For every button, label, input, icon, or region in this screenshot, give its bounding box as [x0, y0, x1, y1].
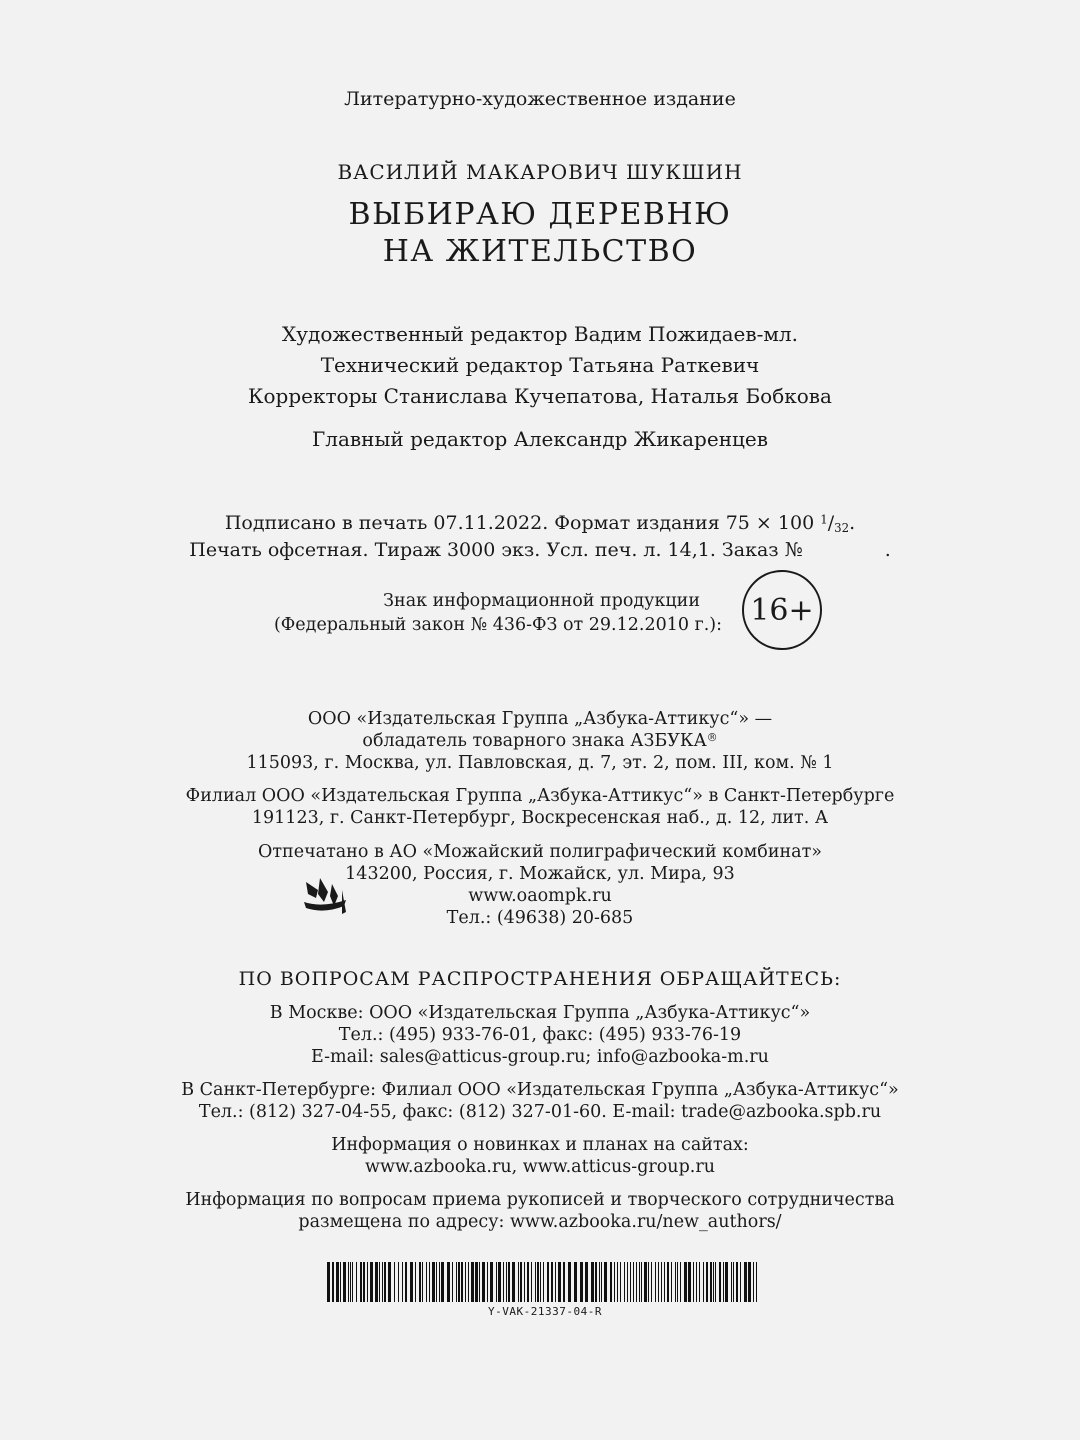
- news-info: Информация о новинках и планах на сайтах:: [331, 1135, 749, 1155]
- barcode-bar: [441, 1262, 444, 1302]
- barcode-bar: [753, 1262, 754, 1302]
- barcode-bar: [574, 1262, 577, 1302]
- barcode-bar: [336, 1262, 339, 1302]
- barcode-bar: [363, 1262, 365, 1302]
- moscow-email: E-mail: sales@atticus-group.ru; info@azbooka-m.ru: [311, 1047, 769, 1067]
- printer-phone: Тел.: (49638) 20-685: [446, 908, 634, 928]
- barcode-bar: [585, 1262, 588, 1302]
- age-label-line-2: (Федеральный закон № 436-ФЗ от 29.12.2010 г.):: [273, 615, 722, 635]
- barcode-bar: [468, 1262, 469, 1302]
- barcode-bar: [684, 1262, 687, 1302]
- barcode-bar: [356, 1262, 357, 1302]
- barcode-bar: [540, 1262, 541, 1302]
- moscow-phone: Тел.: (495) 933-76-01, факс: (495) 933-76-19: [338, 1025, 742, 1045]
- barcode-bar: [436, 1262, 437, 1302]
- barcode-bar: [394, 1262, 395, 1302]
- moscow-distributor: В Москве: ООО «Издательская Группа „Азбука-Аттикус“»: [269, 1003, 811, 1023]
- barcode-bar: [636, 1262, 637, 1302]
- age-rating-badge: 16+: [742, 570, 822, 650]
- barcode-bar: [379, 1262, 380, 1302]
- printer-logo-icon: [302, 876, 348, 918]
- barcode-bar: [518, 1262, 519, 1302]
- barcode-bar: [422, 1262, 423, 1302]
- printer-name: Отпечатано в АО «Можайский полиграфический комбинат»: [258, 842, 822, 862]
- barcode-bar: [482, 1262, 485, 1302]
- barcode-bar: [614, 1262, 615, 1302]
- barcode-bar: [648, 1262, 649, 1302]
- barcode-bar: [537, 1262, 539, 1302]
- barcode-bar: [639, 1262, 640, 1302]
- barcode-bar: [604, 1262, 607, 1302]
- chief-editor: Главный редактор Александр Жикаренцев: [312, 427, 768, 451]
- barcode-bar: [699, 1262, 700, 1302]
- barcode-bar: [543, 1262, 544, 1302]
- barcode-bar: [667, 1262, 669, 1302]
- barcode-bar: [719, 1262, 721, 1302]
- barcode-bar: [710, 1262, 712, 1302]
- barcode-bar: [595, 1262, 597, 1302]
- barcode-bar: [599, 1262, 600, 1302]
- author-name: ВАСИЛИЙ МАКАРОВИЧ ШУКШИН: [337, 160, 743, 184]
- barcode-bar: [405, 1262, 407, 1302]
- barcode-bar: [731, 1262, 732, 1302]
- barcode-bar: [547, 1262, 549, 1302]
- barcode-bar: [452, 1262, 453, 1302]
- news-sites: www.azbooka.ru, www.atticus-group.ru: [365, 1157, 715, 1177]
- barcode-bar: [348, 1262, 349, 1302]
- barcode-bar: [655, 1262, 656, 1302]
- barcode-bar: [475, 1262, 478, 1302]
- publisher-address: 115093, г. Москва, ул. Павловская, д. 7, эт. 2, пом. III, ком. № 1: [246, 753, 834, 773]
- barcode-bar: [524, 1262, 525, 1302]
- publisher-name: ООО «Издательская Группа „Азбука-Аттикус“» —: [307, 709, 773, 729]
- barcode-bar: [388, 1262, 391, 1302]
- barcode-bar: [471, 1262, 474, 1302]
- barcode-bar: [465, 1262, 466, 1302]
- barcode-bar: [641, 1262, 642, 1302]
- barcode-bar: [432, 1262, 435, 1302]
- barcode-bar: [487, 1262, 488, 1302]
- barcode-bar: [748, 1262, 751, 1302]
- barcode-bar: [677, 1262, 678, 1302]
- barcode-bar: [624, 1262, 625, 1302]
- barcode-bar: [498, 1262, 501, 1302]
- proofreaders: Корректоры Станислава Кучепатова, Наталья Бобкова: [248, 384, 832, 408]
- barcode-bar: [723, 1262, 724, 1302]
- barcode-bar: [456, 1262, 457, 1302]
- printer-website: www.oaompk.ru: [468, 886, 612, 906]
- print-signed-line: Подписано в печать 07.11.2022. Формат издания 75 × 100 $^1/_{32}$.: [224, 512, 856, 535]
- barcode-bar: [671, 1262, 672, 1302]
- edition-type: Литературно-художественное издание: [344, 88, 736, 110]
- barcode-bar: [535, 1262, 536, 1302]
- spb-contacts: Тел.: (812) 327-04-55, факс: (812) 327-01-60. E-mail: trade@azbooka.spb.ru: [198, 1102, 882, 1122]
- barcode-bar: [402, 1262, 403, 1302]
- barcode-bar: [520, 1262, 522, 1302]
- barcode-bar: [703, 1262, 704, 1302]
- barcode-bar: [725, 1262, 728, 1302]
- manuscripts-address: размещена по адресу: www.azbooka.ru/new_authors/: [298, 1212, 782, 1232]
- barcode-bar: [610, 1262, 612, 1302]
- barcode-bar: [429, 1262, 430, 1302]
- barcode-bar: [617, 1262, 618, 1302]
- barcode-bar: [496, 1262, 497, 1302]
- barcode-bar: [706, 1262, 708, 1302]
- barcode-bar: [651, 1262, 652, 1302]
- barcode-bar: [580, 1262, 583, 1302]
- barcode-bar: [447, 1262, 450, 1302]
- barcode-bar: [680, 1262, 681, 1302]
- barcode-bar: [508, 1262, 510, 1302]
- barcode-bar: [633, 1262, 634, 1302]
- barcode-bar: [327, 1262, 330, 1302]
- barcode-bar: [713, 1262, 714, 1302]
- barcode-bar: [661, 1262, 662, 1302]
- barcode-code: Y-VAK-21337-04-R: [488, 1305, 602, 1318]
- book-title-line-1: ВЫБИРАЮ ДЕРЕВНЮ: [348, 197, 732, 232]
- barcode-bar: [350, 1262, 351, 1302]
- barcode: [327, 1262, 763, 1302]
- barcode-bar: [644, 1262, 647, 1302]
- barcode-bar: [458, 1262, 460, 1302]
- barcode-bar: [384, 1262, 386, 1302]
- barcode-bar: [439, 1262, 440, 1302]
- barcode-bar: [419, 1262, 421, 1302]
- barcode-bar: [740, 1262, 741, 1302]
- barcode-bar: [506, 1262, 507, 1302]
- branch-name: Филиал ООО «Издательская Группа „Азбука-Аттикус“» в Санкт-Петербурге: [185, 786, 895, 806]
- barcode-bar: [531, 1262, 532, 1302]
- barcode-bar: [658, 1262, 659, 1302]
- barcode-bar: [490, 1262, 493, 1302]
- barcode-bar: [630, 1262, 631, 1302]
- barcode-bar: [620, 1262, 621, 1302]
- branch-address: 191123, г. Санкт-Петербург, Воскресенская наб., д. 12, лит. А: [251, 808, 829, 828]
- barcode-bar: [415, 1262, 416, 1302]
- barcode-bar: [332, 1262, 334, 1302]
- barcode-bar: [733, 1262, 734, 1302]
- barcode-bar: [375, 1262, 378, 1302]
- barcode-bar: [398, 1262, 399, 1302]
- barcode-bar: [736, 1262, 738, 1302]
- barcode-bar: [563, 1262, 565, 1302]
- manuscripts-info: Информация по вопросам приема рукописей и творческого сотрудничества: [185, 1190, 895, 1210]
- barcode-bar: [382, 1262, 383, 1302]
- barcode-bar: [479, 1262, 480, 1302]
- barcode-bar: [551, 1262, 553, 1302]
- book-title-line-2: НА ЖИТЕЛЬСТВО: [382, 234, 698, 269]
- barcode-bar: [693, 1262, 694, 1302]
- barcode-bar: [360, 1262, 362, 1302]
- spb-distributor: В Санкт-Петербурге: Филиал ООО «Издательская Группа „Азбука-Аттикус“»: [181, 1080, 899, 1100]
- barcode-bar: [527, 1262, 529, 1302]
- barcode-bar: [744, 1262, 747, 1302]
- barcode-bar: [664, 1262, 665, 1302]
- barcode-bar: [627, 1262, 628, 1302]
- publisher-trademark: обладатель товарного знака АЗБУКА®: [362, 731, 718, 751]
- barcode-bar: [512, 1262, 515, 1302]
- art-editor: Художественный редактор Вадим Пожидаев-мл.: [282, 322, 798, 346]
- barcode-bar: [715, 1262, 716, 1302]
- barcode-bar: [352, 1262, 353, 1302]
- print-run-line: Печать офсетная. Тираж 3000 экз. Усл. печ. л. 14,1. Заказ № .: [189, 539, 891, 561]
- barcode-bar: [426, 1262, 427, 1302]
- barcode-bar: [367, 1262, 368, 1302]
- distribution-heading: ПО ВОПРОСАМ РАСПРОСТРАНЕНИЯ ОБРАЩАЙТЕСЬ:: [238, 968, 842, 990]
- tech-editor: Технический редактор Татьяна Раткевич: [320, 353, 760, 377]
- barcode-bar: [591, 1262, 594, 1302]
- barcode-bar: [756, 1262, 757, 1302]
- barcode-bar: [503, 1262, 504, 1302]
- barcode-bar: [461, 1262, 463, 1302]
- barcode-bar: [675, 1262, 676, 1302]
- barcode-bar: [558, 1262, 561, 1302]
- barcode-bar: [555, 1262, 556, 1302]
- barcode-bar: [340, 1262, 341, 1302]
- age-label-line-1: Знак информационной продукции: [383, 591, 700, 611]
- barcode-bar: [568, 1262, 571, 1302]
- barcode-bar: [343, 1262, 346, 1302]
- barcode-bar: [370, 1262, 373, 1302]
- printer-address: 143200, Россия, г. Можайск, ул. Мира, 93: [345, 864, 735, 884]
- barcode-bar: [601, 1262, 602, 1302]
- barcode-bar: [696, 1262, 697, 1302]
- barcode-bar: [688, 1262, 691, 1302]
- barcode-bar: [410, 1262, 413, 1302]
